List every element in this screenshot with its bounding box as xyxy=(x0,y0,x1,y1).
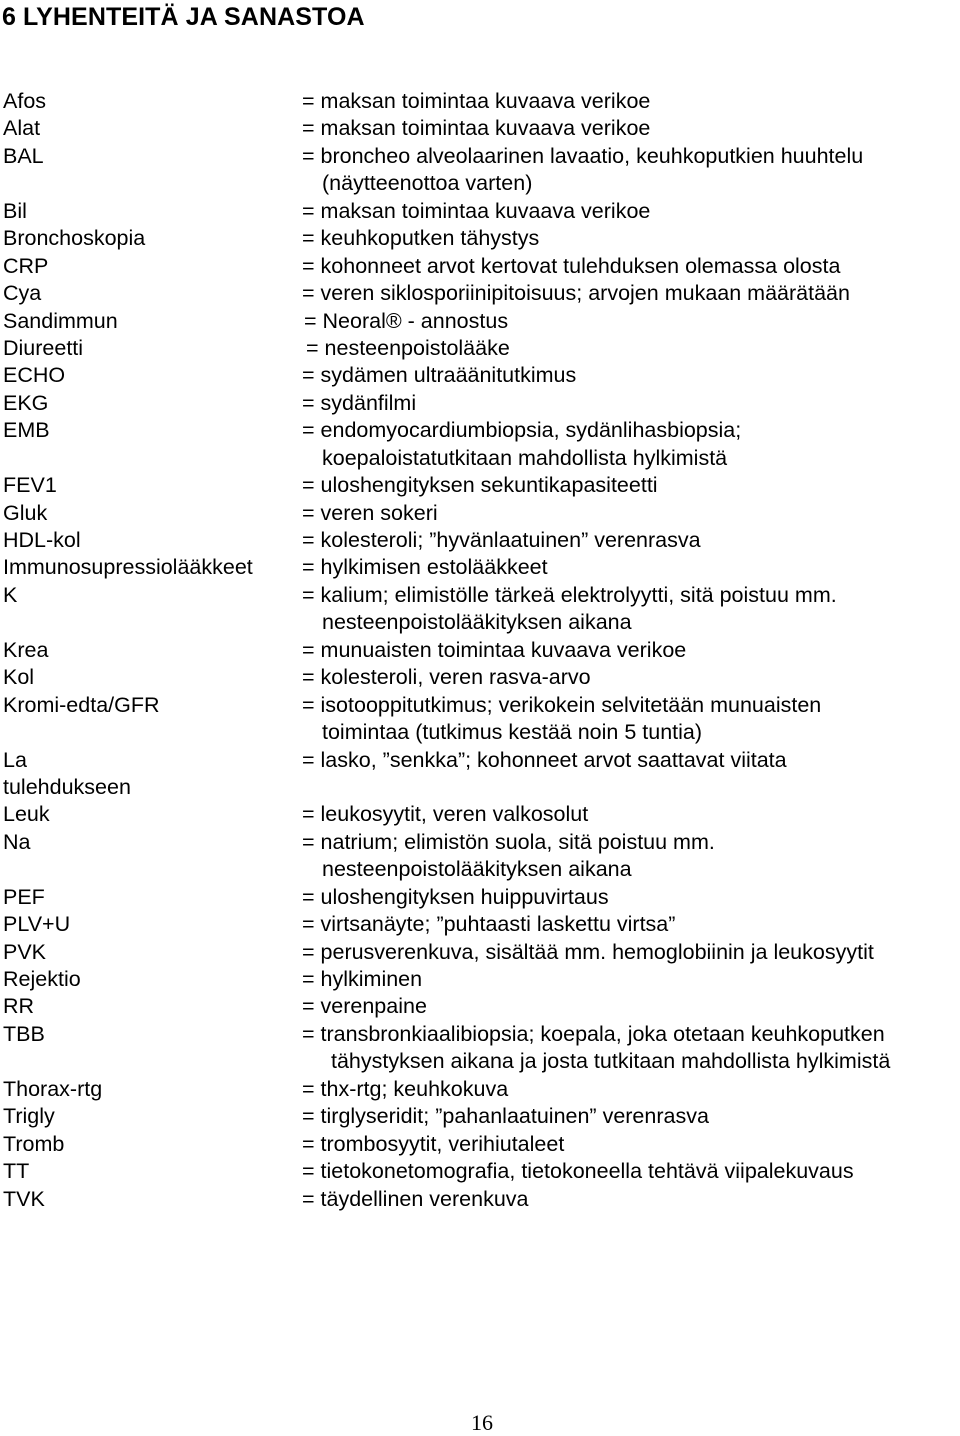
glossary-row xyxy=(0,582,960,609)
glossary-row-continuation xyxy=(0,774,960,801)
page-number: 16 xyxy=(471,1410,493,1435)
glossary-definition: = hylkiminen xyxy=(302,967,423,991)
glossary-definition: = transbronkiaalibiopsia; koepala, joka otetaan keuhkoputken xyxy=(302,1021,885,1046)
glossary-row xyxy=(0,390,960,417)
glossary-row xyxy=(0,472,960,499)
glossary-definition: = broncheo alveolaarinen lavaatio, keuhkoputkien huuhtelu xyxy=(302,143,864,168)
glossary-row xyxy=(0,115,960,142)
glossary-row-continuation xyxy=(0,170,960,197)
glossary-term: TT xyxy=(3,1159,30,1184)
glossary-term: TVK xyxy=(3,1186,45,1211)
glossary-term: Kromi-edta/GFR xyxy=(3,692,160,717)
glossary-definition: = kolesteroli, veren rasva-arvo xyxy=(302,665,591,690)
glossary-row xyxy=(0,1021,960,1048)
glossary-row-continuation xyxy=(0,609,960,636)
glossary-term: EKG xyxy=(3,390,49,415)
glossary-row xyxy=(0,664,960,691)
glossary-definition: = perusverenkuva, sisältää mm. hemoglobiinin ja leukosyytit xyxy=(302,939,874,964)
glossary-definition: = keuhkoputken tähystys xyxy=(302,226,540,251)
glossary-term: Gluk xyxy=(3,500,48,525)
glossary-term: Krea xyxy=(3,637,49,662)
glossary-term: BAL xyxy=(3,143,44,168)
glossary-row xyxy=(0,308,960,335)
glossary-row xyxy=(0,801,960,828)
glossary-definition: = nesteenpoistolääke xyxy=(306,335,510,360)
glossary-definition: = hylkimisen estolääkkeet xyxy=(302,555,548,580)
glossary-term: Diureetti xyxy=(3,335,84,360)
glossary-row xyxy=(0,884,960,911)
glossary-row xyxy=(0,198,960,225)
glossary-definition: = virtsanäyte; ”puhtaasti laskettu virtsa” xyxy=(302,912,676,937)
glossary-row xyxy=(0,1103,960,1130)
glossary-definition: tähystyksen aikana ja josta tutkitaan mahdollista hylkimistä xyxy=(331,1049,891,1074)
glossary-row xyxy=(0,829,960,856)
glossary-term: Cya xyxy=(3,281,42,306)
glossary-term: Afos xyxy=(3,89,47,113)
glossary-definition: = Neoral® - annostus xyxy=(304,308,509,333)
glossary-row xyxy=(0,1186,960,1213)
glossary-term: Tromb xyxy=(3,1131,65,1156)
glossary-definition: = leukosyytit, veren valkosolut xyxy=(302,802,589,827)
glossary-definition: = kolesteroli; ”hyvänlaatuinen” verenrasva xyxy=(302,528,701,552)
glossary-term: PVK xyxy=(3,939,47,964)
glossary-term: HDL-kol xyxy=(3,528,81,552)
glossary-row xyxy=(0,939,960,966)
glossary-term: tulehdukseen xyxy=(3,774,131,799)
glossary-term: RR xyxy=(3,994,35,1019)
glossary-definition: = lasko, ”senkka”; kohonneet arvot saattavat viitata xyxy=(302,747,787,772)
glossary-term: PEF xyxy=(3,884,45,909)
glossary-row xyxy=(0,253,960,280)
glossary-definition: = maksan toimintaa kuvaava verikoe xyxy=(302,116,651,141)
glossary-row xyxy=(0,362,960,389)
glossary-list xyxy=(0,88,960,1213)
glossary-term: Rejektio xyxy=(3,967,81,991)
glossary-term: Thorax-rtg xyxy=(3,1076,103,1101)
glossary-term: ECHO xyxy=(3,363,66,388)
glossary-term: PLV+U xyxy=(3,912,71,937)
glossary-term: Kol xyxy=(3,665,35,690)
glossary-definition: = kohonneet arvot kertovat tulehduksen olemassa olosta xyxy=(302,253,841,278)
glossary-term: Sandimmun xyxy=(3,308,118,333)
glossary-row xyxy=(0,335,960,362)
glossary-row xyxy=(0,637,960,664)
glossary-definition: = tirglyseridit; ”pahanlaatuinen” verenrasva xyxy=(302,1104,709,1129)
glossary-definition: = endomyocardiumbiopsia, sydänlihasbiopsia; xyxy=(302,418,742,443)
glossary-definition: = natrium; elimistön suola, sitä poistuu mm. xyxy=(302,829,715,854)
glossary-row xyxy=(0,1131,960,1158)
glossary-row xyxy=(0,692,960,719)
glossary-term: Leuk xyxy=(3,802,50,827)
glossary-term: La xyxy=(3,747,27,772)
glossary-definition: = maksan toimintaa kuvaava verikoe xyxy=(302,89,651,113)
glossary-term: EMB xyxy=(3,418,50,443)
glossary-row xyxy=(0,911,960,938)
glossary-definition: = thx-rtg; keuhkokuva xyxy=(302,1076,509,1101)
glossary-term: K xyxy=(3,582,18,607)
glossary-definition: = munuaisten toimintaa kuvaava verikoe xyxy=(302,637,687,662)
glossary-definition: nesteenpoistolääkityksen aikana xyxy=(322,610,632,635)
glossary-definition: = veren siklosporiinipitoisuus; arvojen mukaan määrätään xyxy=(302,281,850,306)
glossary-row xyxy=(0,554,960,581)
glossary-definition: = maksan toimintaa kuvaava verikoe xyxy=(302,198,651,223)
glossary-definition: = verenpaine xyxy=(302,994,427,1019)
glossary-row xyxy=(0,143,960,170)
glossary-row xyxy=(0,1076,960,1103)
glossary-row xyxy=(0,225,960,252)
glossary-definition: (näytteenottoa varten) xyxy=(322,171,533,196)
glossary-definition: = trombosyytit, verihiutaleet xyxy=(302,1131,565,1156)
glossary-row xyxy=(0,500,960,527)
glossary-term: TBB xyxy=(3,1021,45,1046)
glossary-row xyxy=(0,1158,960,1185)
glossary-definition: koepaloistatutkitaan mahdollista hylkimistä xyxy=(322,445,728,470)
glossary-definition: = uloshengityksen huippuvirtaus xyxy=(302,884,609,909)
page-heading: 6 LYHENTEITÄ JA SANASTOA xyxy=(2,3,365,31)
glossary-definition: = sydänfilmi xyxy=(302,390,417,415)
glossary-row xyxy=(0,527,960,554)
glossary-row xyxy=(0,993,960,1020)
glossary-term: CRP xyxy=(3,253,49,278)
glossary-term: Na xyxy=(3,829,31,854)
glossary-row-continuation xyxy=(0,856,960,883)
glossary-term: Immunosupressiolääkkeet xyxy=(3,555,253,580)
glossary-definition: = sydämen ultraäänitutkimus xyxy=(302,363,577,388)
glossary-term: Trigly xyxy=(3,1104,55,1129)
glossary-row-continuation xyxy=(0,445,960,472)
glossary-row xyxy=(0,747,960,774)
glossary-definition: = isotooppitutkimus; verikokein selvitetään munuaisten xyxy=(302,692,822,717)
glossary-definition: toimintaa (tutkimus kestää noin 5 tuntia) xyxy=(322,720,703,745)
glossary-definition: = kalium; elimistölle tärkeä elektrolyytti, sitä poistuu mm. xyxy=(302,582,837,607)
glossary-definition: = veren sokeri xyxy=(302,500,438,525)
glossary-definition: = uloshengityksen sekuntikapasiteetti xyxy=(302,473,658,498)
glossary-term: Bronchoskopia xyxy=(3,226,146,251)
glossary-definition: nesteenpoistolääkityksen aikana xyxy=(322,857,632,882)
glossary-row xyxy=(0,280,960,307)
glossary-row-continuation xyxy=(0,1048,960,1075)
glossary-row xyxy=(0,966,960,993)
glossary-row xyxy=(0,417,960,444)
glossary-term: Alat xyxy=(3,116,41,141)
glossary-term: Bil xyxy=(3,198,27,223)
glossary-row-continuation xyxy=(0,719,960,746)
glossary-row xyxy=(0,88,960,115)
glossary-definition: = tietokonetomografia, tietokoneella tehtävä viipalekuvaus xyxy=(302,1159,854,1184)
glossary-definition: = täydellinen verenkuva xyxy=(302,1186,529,1211)
glossary-term: FEV1 xyxy=(3,473,57,498)
